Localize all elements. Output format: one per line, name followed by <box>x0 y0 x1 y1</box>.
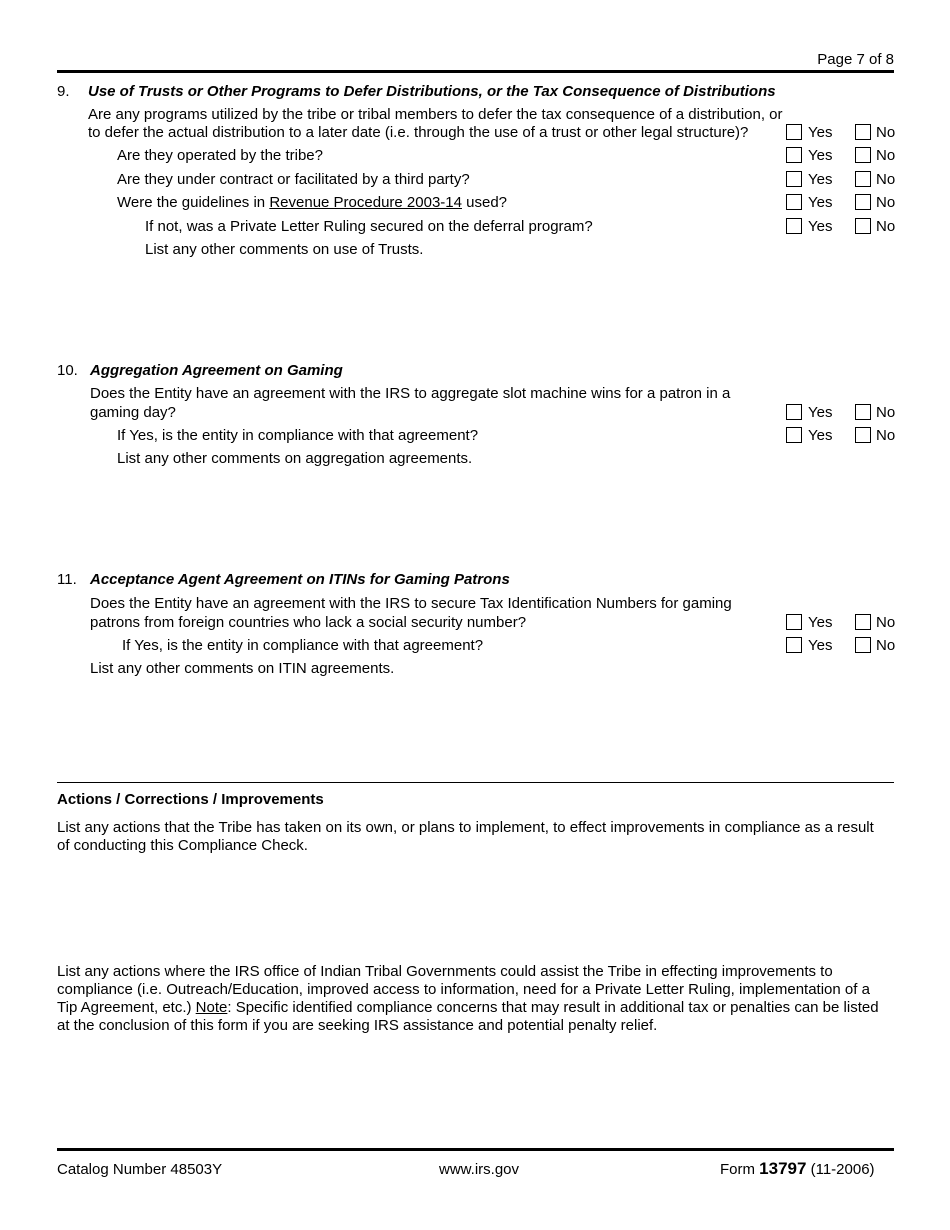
s10-comments-label: List any other comments on aggregation agreements. <box>117 450 473 467</box>
s11-q2-yes-checkbox[interactable] <box>786 637 802 653</box>
s9-q2-yes-label: Yes <box>808 147 833 164</box>
form-prefix: Form <box>720 1161 760 1178</box>
page-number: Page 7 of 8 <box>817 51 894 68</box>
actions-paragraph-1: List any actions that the Tribe has taken on its own, or plans to implement, to effect improvements in compliance as a result of conducting this Compliance Check. <box>57 819 874 854</box>
s11-q1-yes-label: Yes <box>808 614 833 631</box>
s9-q1-yes-label: Yes <box>808 124 833 141</box>
section-9-title: Use of Trusts or Other Programs to Defer Distributions, or the Tax Consequence of Distributions <box>88 83 776 100</box>
header-rule <box>57 70 894 73</box>
s10-q1-no-checkbox[interactable] <box>855 404 871 420</box>
s9-q5-yes-checkbox[interactable] <box>786 218 802 234</box>
s9-q4-no-label: No <box>876 194 896 211</box>
s9-q2-yes-checkbox[interactable] <box>786 147 802 163</box>
s9-q3-text: Are they under contract or facilitated by a third party? <box>117 171 470 188</box>
s10-q1-no-label: No <box>876 404 896 421</box>
s9-q3-no-checkbox[interactable] <box>855 171 871 187</box>
s10-q2-no-label: No <box>876 427 896 444</box>
s10-q2-no-checkbox[interactable] <box>855 427 871 443</box>
form-number: 13797 <box>759 1159 807 1178</box>
actions-paragraph-2-text: List any actions where the IRS office of Indian Tribal Governments could assist the Tribe in effecting improvements to compliance (i.e. Outreach/Education, improved access to information, need for a Private Letter Ruling, implementation of a Tip Agreement, etc.) <box>57 963 870 1016</box>
s11-q2-yes-label: Yes <box>808 637 833 654</box>
s9-q4-pre: Were the guidelines in <box>117 194 270 211</box>
note-label: Note <box>195 999 228 1016</box>
form-identifier <box>720 1159 875 1179</box>
s11-q2-no-label: No <box>876 637 896 654</box>
form-date: (11-2006) <box>806 1161 875 1178</box>
s9-comments-label: List any other comments on use of Trusts. <box>145 241 424 258</box>
section-11-number: 11. <box>57 571 77 588</box>
s9-q4-text <box>117 194 507 211</box>
actions-rule <box>57 782 894 783</box>
s10-q1-line2: gaming day? <box>90 404 176 421</box>
s9-q2-no-checkbox[interactable] <box>855 147 871 163</box>
s9-q2-no-label: No <box>876 147 896 164</box>
s9-q2-text: Are they operated by the tribe? <box>117 147 323 164</box>
s9-q3-yes-label: Yes <box>808 171 833 188</box>
s11-q1-no-checkbox[interactable] <box>855 614 871 630</box>
s10-q2-yes-label: Yes <box>808 427 833 444</box>
s9-q1-no-checkbox[interactable] <box>855 124 871 140</box>
s11-q2-no-checkbox[interactable] <box>855 637 871 653</box>
s9-q5-text: If not, was a Private Letter Ruling secured on the deferral program? <box>145 218 593 235</box>
actions-paragraph-2-note-text: : Specific identified compliance concerns that may result in additional tax or penalties can be listed at the conclusion of this form if you are seeking IRS assistance and potential penalty relief. <box>57 999 879 1034</box>
s9-q5-no-label: No <box>876 218 896 235</box>
s11-comments-label: List any other comments on ITIN agreements. <box>90 660 395 677</box>
actions-paragraph-2 <box>57 963 892 1035</box>
section-10-title: Aggregation Agreement on Gaming <box>90 362 343 379</box>
actions-heading: Actions / Corrections / Improvements <box>57 791 324 808</box>
s10-q2-text: If Yes, is the entity in compliance with that agreement? <box>117 427 479 444</box>
s11-q1-yes-checkbox[interactable] <box>786 614 802 630</box>
section-9-number: 9. <box>57 83 70 100</box>
website-link[interactable]: www.irs.gov <box>439 1161 520 1178</box>
s11-q1-no-label: No <box>876 614 896 631</box>
footer-rule <box>57 1148 894 1151</box>
section-10-number: 10. <box>57 362 78 379</box>
s10-q1-yes-label: Yes <box>808 404 833 421</box>
section-11-title: Acceptance Agent Agreement on ITINs for Gaming Patrons <box>90 571 510 588</box>
s9-q1-no-label: No <box>876 124 896 141</box>
s9-q5-yes-label: Yes <box>808 218 833 235</box>
catalog-number: Catalog Number 48503Y <box>57 1161 223 1178</box>
s9-q4-no-checkbox[interactable] <box>855 194 871 210</box>
s9-q4-yes-label: Yes <box>808 194 833 211</box>
revenue-procedure-link[interactable]: Revenue Procedure 2003-14 <box>269 194 462 211</box>
s9-q5-no-checkbox[interactable] <box>855 218 871 234</box>
s10-q2-yes-checkbox[interactable] <box>786 427 802 443</box>
s9-q1-line1: Are any programs utilized by the tribe or tribal members to defer the tax consequence of a distribution, or <box>88 106 783 123</box>
s11-q1-line1: Does the Entity have an agreement with the IRS to secure Tax Identification Numbers for gaming <box>90 595 732 612</box>
s10-q1-yes-checkbox[interactable] <box>786 404 802 420</box>
s9-q3-no-label: No <box>876 171 896 188</box>
s9-q1-line2: to defer the actual distribution to a later date (i.e. through the use of a trust or other legal structure)? <box>88 124 749 141</box>
s11-q1-line2: patrons from foreign countries who lack a social security number? <box>90 614 527 631</box>
s10-q1-line1: Does the Entity have an agreement with the IRS to aggregate slot machine wins for a patron in a <box>90 385 731 402</box>
s9-q3-yes-checkbox[interactable] <box>786 171 802 187</box>
s11-q2-text: If Yes, is the entity in compliance with that agreement? <box>122 637 484 654</box>
s9-q4-post: used? <box>461 194 508 211</box>
s9-q4-yes-checkbox[interactable] <box>786 194 802 210</box>
s9-q1-yes-checkbox[interactable] <box>786 124 802 140</box>
